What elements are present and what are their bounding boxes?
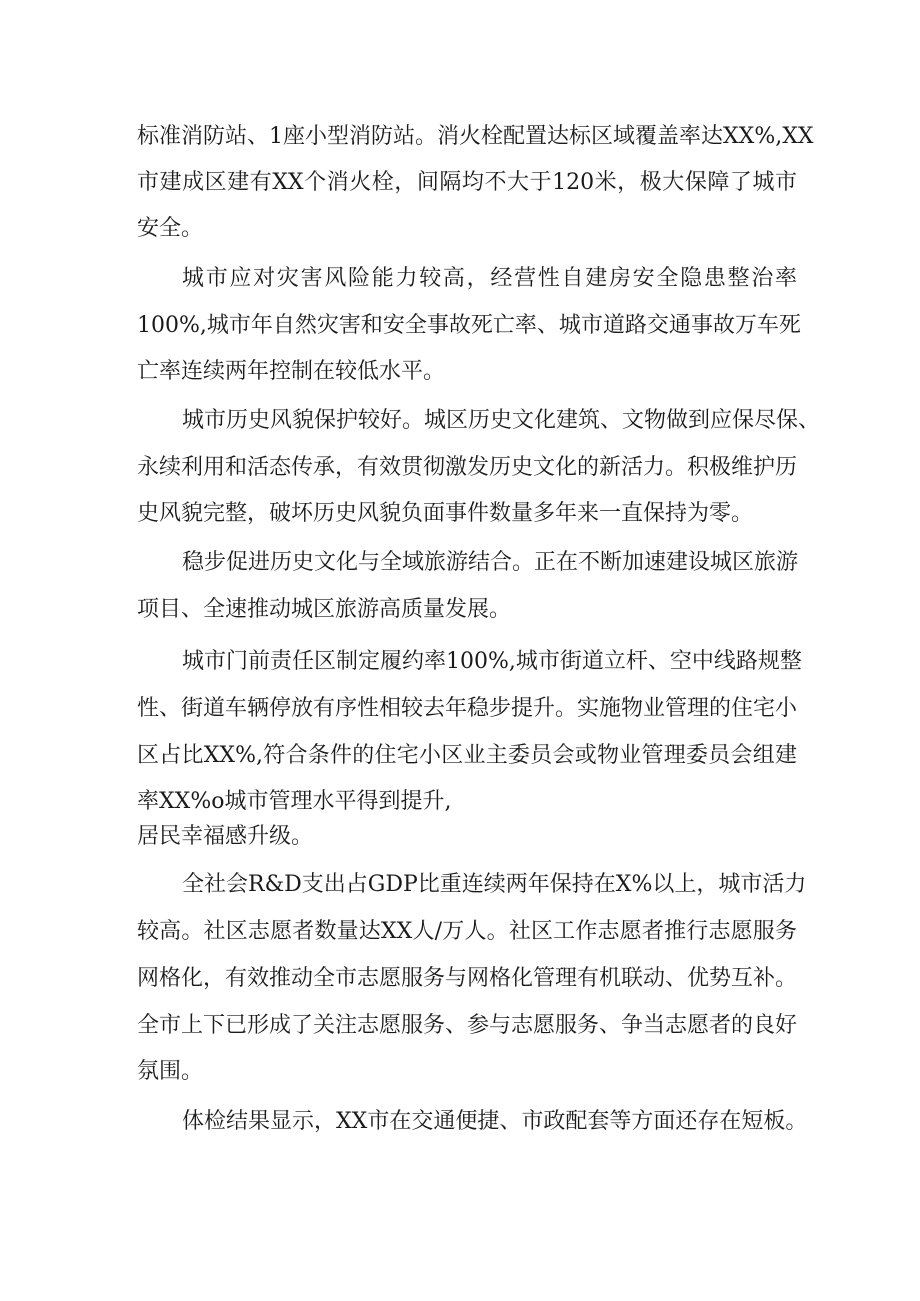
p4-line-1: 稳步促进历史文化与全域旅游结合。正在不断加速建设城区旅游 xyxy=(182,550,799,575)
p3-line-3: 史风貌完整，破坏历史风貌负面事件数量多年来一直保持为零。 xyxy=(137,501,754,526)
p7-line-1: 体检结果显示，XX市在交通便捷、市政配套等方面还存在短板。 xyxy=(182,1109,808,1134)
p5-line-5: 居民幸福感升级。 xyxy=(137,824,314,849)
p4-line-2: 项目、全速推动城区旅游高质量发展。 xyxy=(137,597,512,622)
p6-line-2: 较高。社区志愿者数量达XX人/万人。社区工作志愿者推行志愿服务 xyxy=(137,919,797,944)
p6-line-3: 网格化，有效推动全市志愿服务与网格化管理有机联动、优势互补。 xyxy=(137,966,798,991)
p3-line-1: 城市历史风貌保护较好。城区历史文化建筑、文物做到应保尽保、 xyxy=(182,408,821,433)
p3-line-2: 永续利用和活态传承，有效贯彻激发历史文化的新活力。积极维护历 xyxy=(137,455,798,480)
p6-line-4: 全市上下已形成了关注志愿服务、参与志愿服务、争当志愿者的良好 xyxy=(137,1013,798,1038)
p5-line-1: 城市门前责任区制定履约率100%,城市街道立杆、空中线路规整 xyxy=(182,649,802,674)
p5-line-2: 性、街道车辆停放有序性相较去年稳步提升。实施物业管理的住宅小 xyxy=(137,696,798,721)
p2-line-1: 城市应对灾害风险能力较高，经营性自建房安全隐患整治率 xyxy=(182,266,797,291)
p5-line-4: 率XX%o城市管理水平得到提升, xyxy=(137,789,452,814)
p1-line-1: 标准消防站、1座小型消防站。消火栓配置达标区域覆盖率达XX%,XX xyxy=(137,124,814,149)
p1-line-2: 市建成区建有XX个消火栓，间隔均不大于120米，极大保障了城市 xyxy=(137,170,797,195)
p1-line-3: 安全。 xyxy=(137,216,204,241)
p2-line-2: 100%,城市年自然灾害和安全事故死亡率、城市道路交通事故万车死 xyxy=(137,313,801,338)
p6-line-1: 全社会R&D支出占GDP比重连续两年保持在X%以上，城市活力 xyxy=(182,872,807,897)
p2-line-3: 亡率连续两年控制在较低水平。 xyxy=(137,359,446,384)
p5-line-3: 区占比XX%,符合条件的住宅小区业主委员会或物业管理委员会组建 xyxy=(137,743,797,768)
p6-line-5: 氛围。 xyxy=(137,1059,204,1084)
